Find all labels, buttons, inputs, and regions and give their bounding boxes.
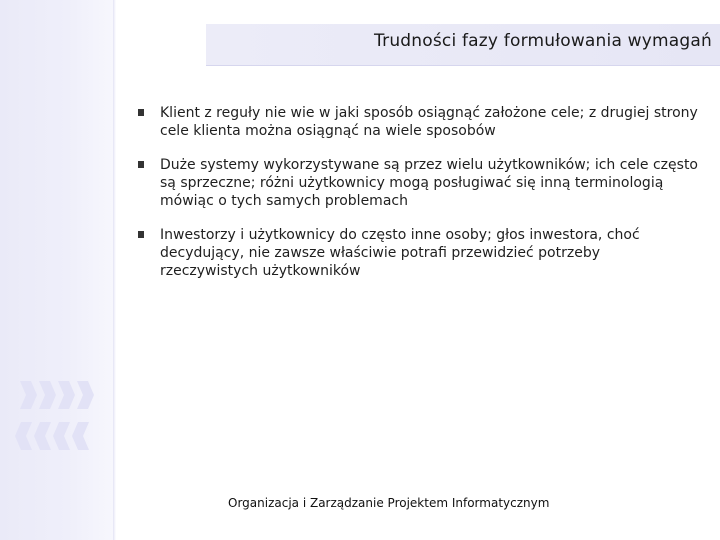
chevron-right-icon — [37, 381, 57, 409]
chevron-right-icon — [18, 381, 38, 409]
bullet-item — [138, 104, 698, 140]
square-bullet-icon — [138, 161, 144, 168]
slide-footer: Organizacja i Zarządzanie Projektem Informatycznym — [228, 496, 550, 510]
chevron-left-icon — [33, 422, 53, 450]
slide-title: Trudności fazy formułowania wymagań — [374, 31, 712, 51]
bullet-item — [138, 226, 698, 280]
left-decorative-band — [0, 0, 113, 540]
chevron-left-icon — [14, 422, 34, 450]
bullet-text: Inwestorzy i użytkownicy do często inne osoby; głos inwestora, choć decydujący, nie zawsze właściwie potrafi przewidzieć potrzeby rzeczywistych użytkowników — [160, 227, 640, 279]
chevron-left-icon — [71, 422, 91, 450]
title-bar — [206, 24, 720, 66]
chevron-right-icon — [56, 381, 76, 409]
bullet-text: Duże systemy wykorzystywane są przez wielu użytkowników; ich cele często są sprzeczne; różni użytkownicy mogą posługiwać się inną terminologią mówiąc o tych samych problemach — [160, 157, 698, 209]
chevron-left-icon — [52, 422, 72, 450]
bullet-item — [138, 156, 698, 210]
chevron-right-icon — [75, 381, 95, 409]
bullet-text: Klient z reguły nie wie w jaki sposób osiągnąć założone cele; z drugiej strony cele klienta można osiągnąć na wiele sposobów — [160, 105, 698, 139]
bullet-list — [138, 104, 698, 296]
chevron-right-row — [14, 381, 104, 409]
square-bullet-icon — [138, 231, 144, 238]
chevron-left-row — [14, 422, 104, 450]
square-bullet-icon — [138, 109, 144, 116]
left-band-edge — [113, 0, 116, 540]
